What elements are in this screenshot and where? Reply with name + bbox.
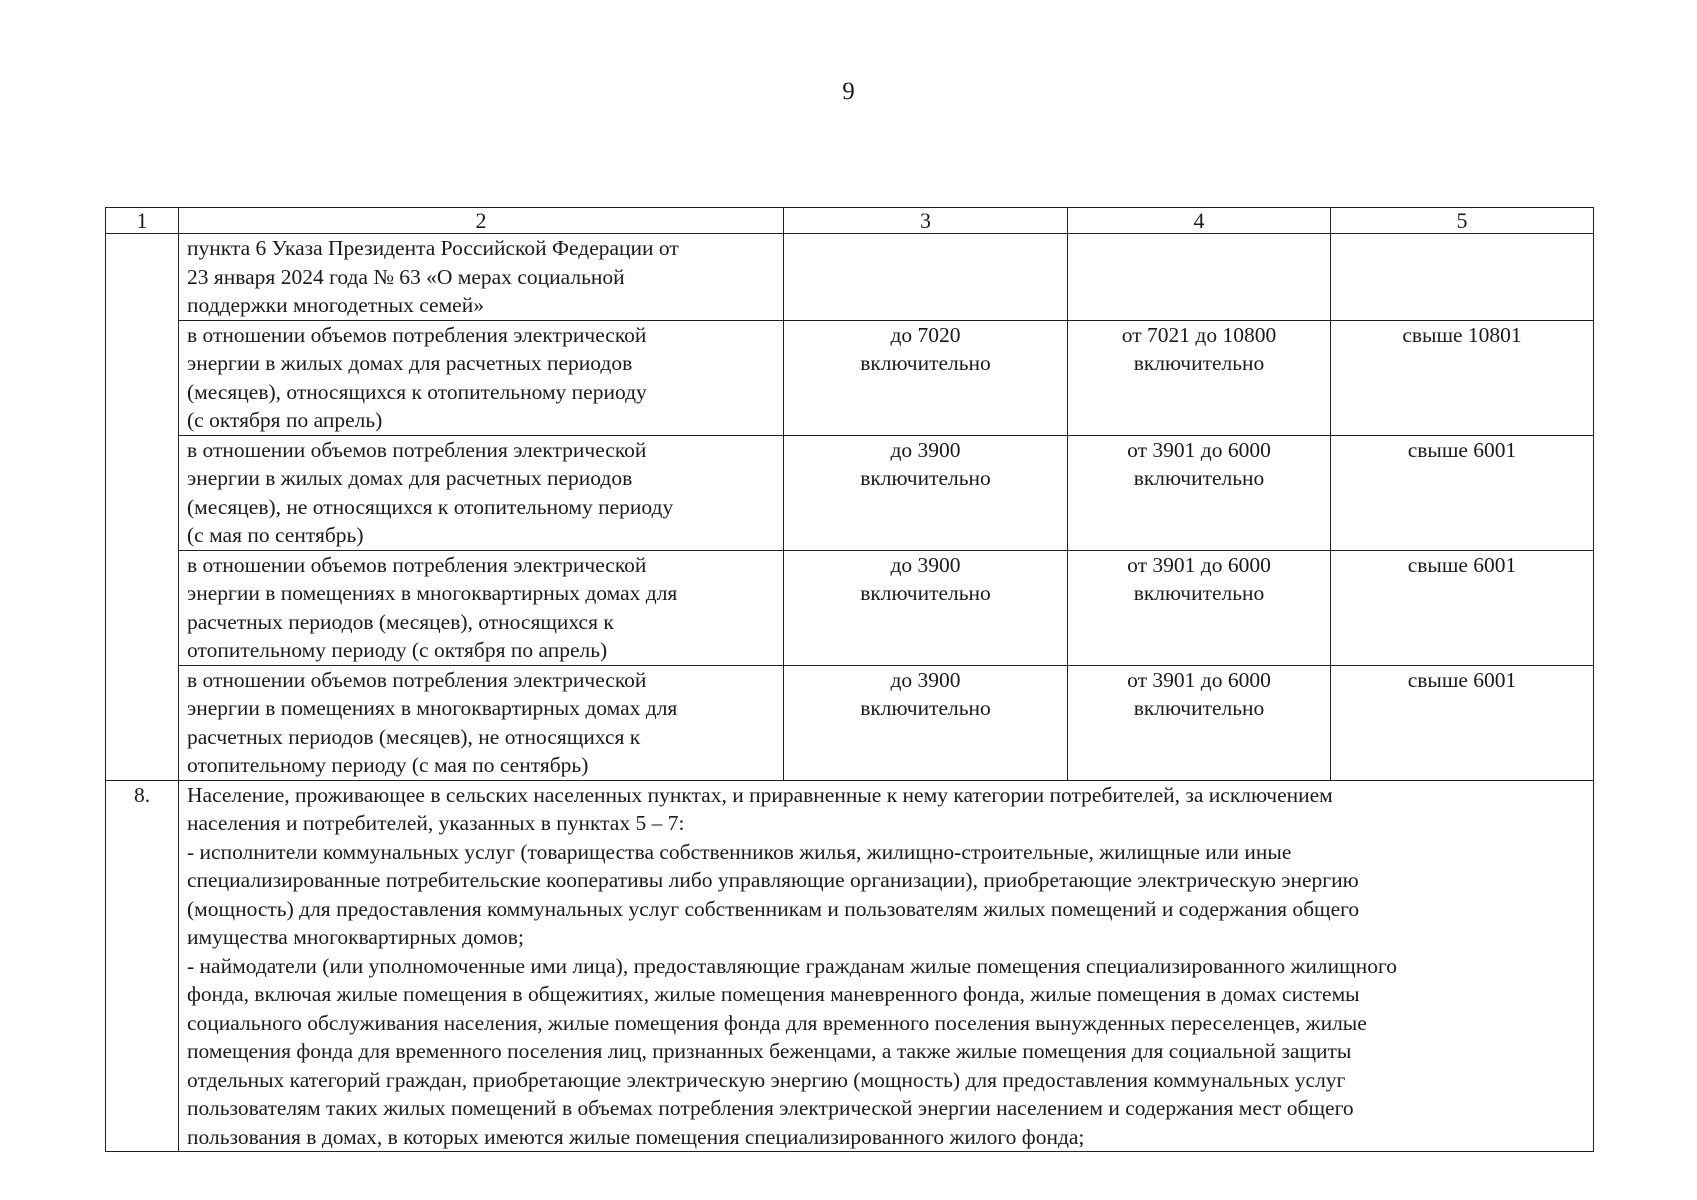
text-line: включительно [1133,466,1265,490]
value-cell-col4 [1068,320,1331,435]
value-cell-col5 [1331,665,1594,780]
table-header-row [106,208,1594,234]
text-line: помещения фонда для временного поселения лиц, признанных беженцами, а также жилые помещения для социальной защиты [187,1039,1352,1063]
value-cell-col3 [784,435,1068,550]
header-cell: 4 [1068,208,1331,234]
table-row [106,435,1594,550]
text-line: энергии в помещениях в многоквартирных домах для [187,696,678,720]
text-line: Население, проживающее в сельских населенных пунктах, и приравненные к нему категории потребителей, за исключением [187,782,1333,807]
text-line: до 7020 [890,322,961,347]
value-cell-col5 [1331,550,1594,665]
text-line: от 3901 до 6000 [1127,552,1271,577]
text-line: пункта 6 Указа Президента Российской Федерации от [187,236,679,260]
table-row [106,234,1594,321]
text-line: 23 января 2024 года № 63 «О мерах социальной [187,264,625,289]
header-cell: 2 [179,208,784,234]
value-cell-col3 [784,550,1068,665]
text-line: пользования в домах, в которых имеются жилые помещения специализированного жилого фонда; [187,1124,1085,1149]
text-line: населения и потребителей, указанных в пунктах 5 – 7: [187,811,685,835]
text-line: энергии в жилых домах для расчетных периодов [187,351,633,375]
text-line: отопительному периоду (с октября по апрель) [187,638,608,662]
text-line: (месяцев), не относящихся к отопительному периоду [187,494,674,519]
section-number: 8. [106,780,179,1152]
value-cell-col5 [1331,320,1594,435]
text-line: (с мая по сентябрь) [187,523,364,547]
text-line: - исполнители коммунальных услуг (товарищества собственников жилья, жилищно-строительные, жилищные или иные [187,839,1292,864]
row-description [179,320,784,435]
text-line: специализированные потребительские кооперативы либо управляющие организации), приобретающие электрическую энергию [187,868,1359,892]
text-line: фонда, включая жилые помещения в общежитиях, жилые помещения маневренного фонда, жилые помещения в домах системы [187,982,1360,1006]
text-line: в отношении объемов потребления электрической [187,552,647,577]
text-line: свыше 10801 [1402,322,1522,347]
table-row [106,320,1594,435]
text-line: от 7021 до 10800 [1121,322,1277,347]
text-line: в отношении объемов потребления электрической [187,437,647,462]
text-line: включительно [1133,581,1265,605]
value-cell-col3 [784,320,1068,435]
text-line: расчетных периодов (месяцев), не относящихся к [187,724,641,749]
text-line: в отношении объемов потребления электрической [187,322,647,347]
text-line: включительно [1133,351,1265,375]
page-number: 9 [842,78,855,105]
value-cell-col3 [784,665,1068,780]
row-description [179,665,784,780]
text-line: до 3900 [890,437,961,462]
table-row [106,550,1594,665]
text-line: отопительному периоду (с мая по сентябрь) [187,753,589,777]
text-line: социального обслуживания населения, жилые помещения фонда для временного поселения вынужденных переселенцев, жилые [187,1010,1367,1035]
tariff-table [105,207,1594,1152]
text-line: свыше 6001 [1407,437,1517,462]
empty-number-cell [106,234,179,781]
text-line: в отношении объемов потребления электрической [187,667,647,692]
header-cell: 1 [106,208,179,234]
text-line: включительно [860,581,991,605]
text-line: - наймодатели (или уполномоченные ими лица), предоставляющие гражданам жилые помещения специализированного жилищного [187,953,1397,978]
text-line: пользователям таких жилых помещений в объемах потребления электрической энергии населением и содержания мест общего [187,1096,1354,1120]
header-cell: 5 [1331,208,1594,234]
text-line: свыше 6001 [1407,552,1517,577]
section-8-description [179,780,1594,1152]
empty-cell [1068,234,1331,321]
text-line: от 3901 до 6000 [1127,667,1271,692]
row-description [179,550,784,665]
text-line: от 3901 до 6000 [1127,437,1271,462]
text-line: поддержки многодетных семей» [187,293,484,317]
value-cell-col5 [1331,435,1594,550]
text-line: расчетных периодов (месяцев), относящихся к [187,609,614,634]
section-8-row [106,780,1594,1152]
value-cell-col4 [1068,550,1331,665]
row-description [179,234,784,321]
row-description [179,435,784,550]
text-line: (месяцев), относящихся к отопительному периоду [187,379,647,404]
text-line: до 3900 [890,552,961,577]
text-line: отдельных категорий граждан, приобретающие электрическую энергию (мощность) для предоставления коммунальных услуг [187,1067,1346,1092]
text-line: включительно [1133,696,1265,720]
text-line: включительно [860,351,991,375]
empty-cell [784,234,1068,321]
empty-cell [1331,234,1594,321]
text-line: энергии в помещениях в многоквартирных домах для [187,581,678,605]
text-line: имущества многоквартирных домов; [187,925,524,949]
value-cell-col4 [1068,665,1331,780]
text-line: включительно [860,466,991,490]
text-line: включительно [860,696,991,720]
table-row [106,665,1594,780]
value-cell-col4 [1068,435,1331,550]
text-line: до 3900 [890,667,961,692]
text-line: (мощность) для предоставления коммунальных услуг собственникам и пользователям жилых помещений и содержания общего [187,896,1360,921]
text-line: (с октября по апрель) [187,408,383,432]
header-cell: 3 [784,208,1068,234]
text-line: свыше 6001 [1407,667,1517,692]
text-line: энергии в жилых домах для расчетных периодов [187,466,633,490]
